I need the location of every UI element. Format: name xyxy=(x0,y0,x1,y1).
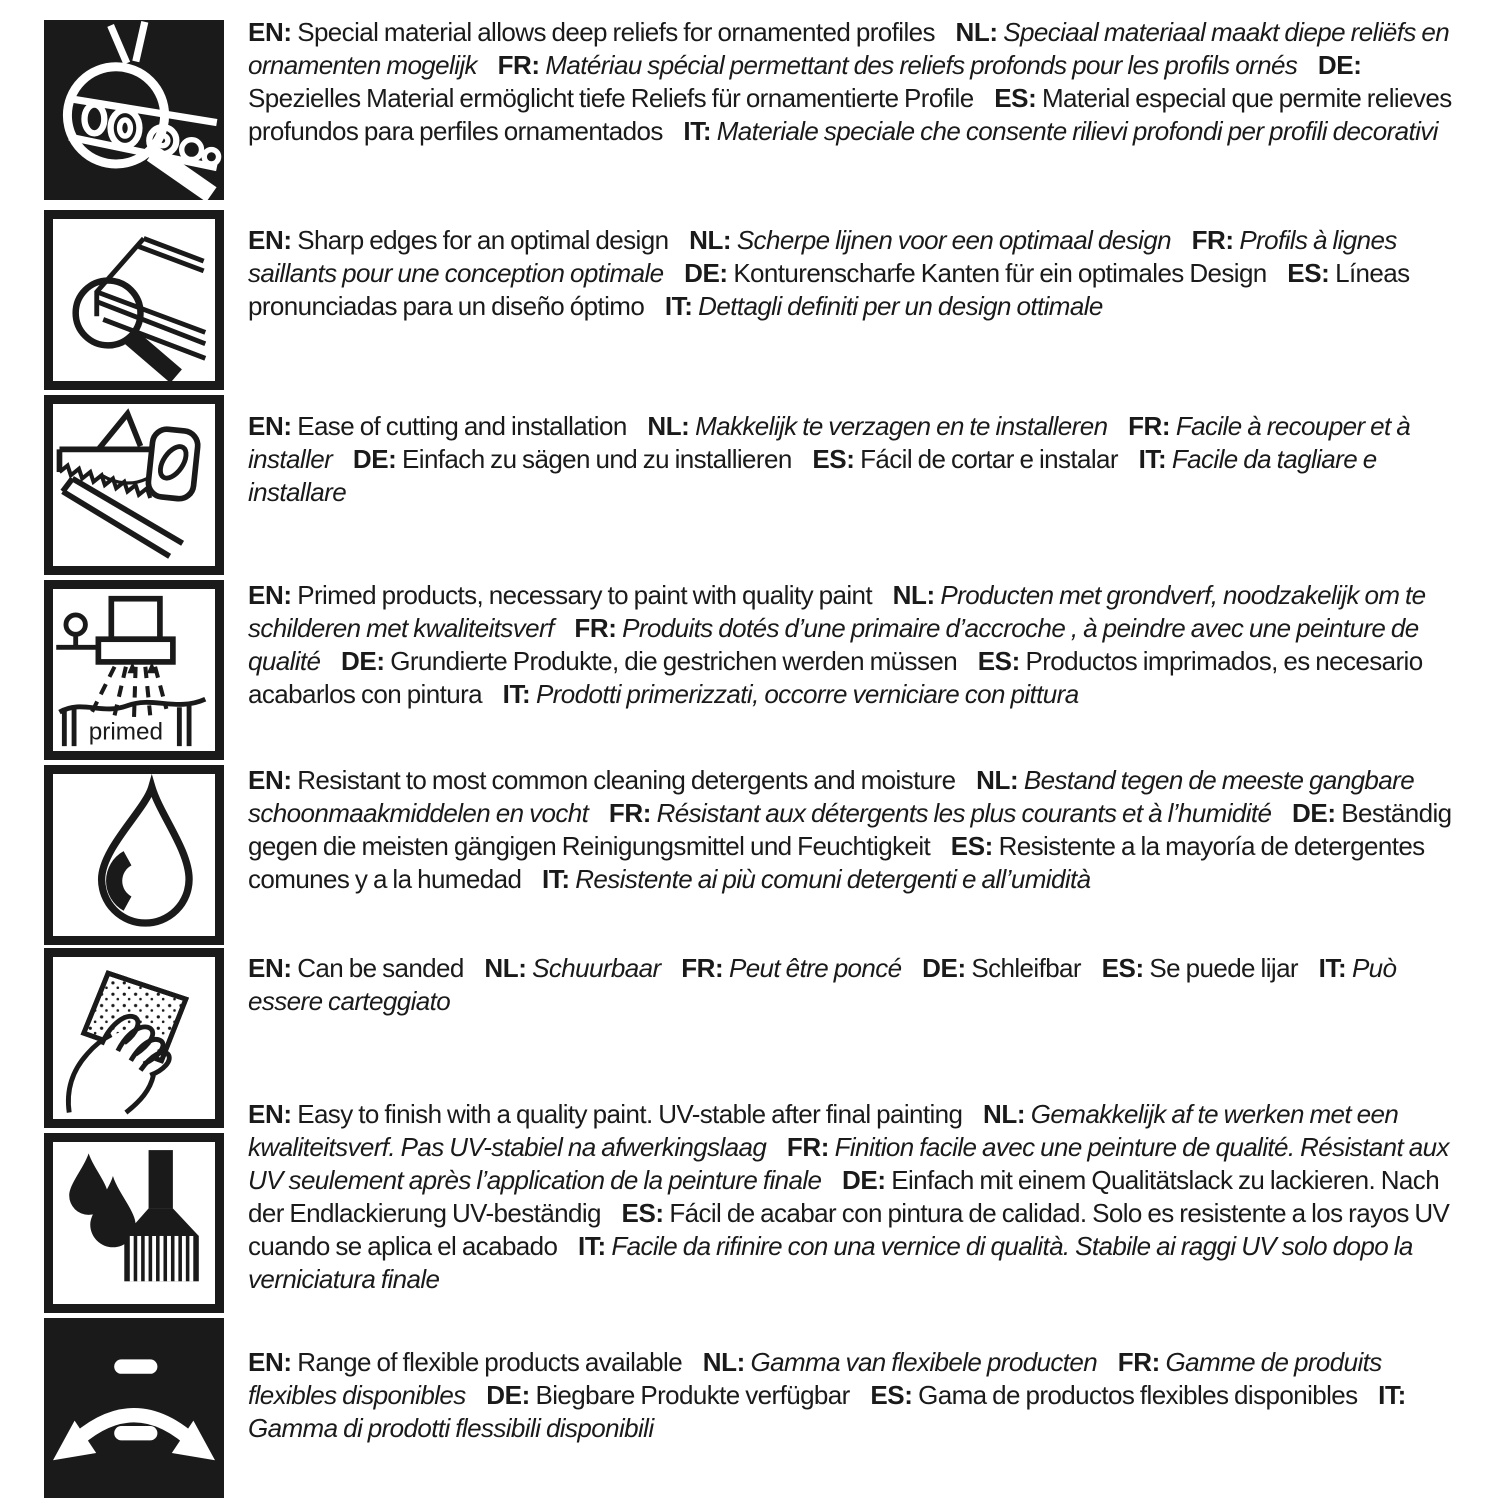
language-label: NL: xyxy=(484,953,527,983)
feature-text-value: Matériau spécial permettant des reliefs profonds pour les profils ornés xyxy=(545,50,1298,80)
language-label: FR: xyxy=(1128,411,1171,441)
language-label: IT: xyxy=(502,679,531,709)
flexibility-arrows-icon xyxy=(44,1318,224,1498)
primed-caption: primed xyxy=(88,718,164,746)
feature-segment-es xyxy=(1102,953,1298,983)
language-label: DE: xyxy=(684,258,728,288)
feature-text-value: Producten met grondverf, noodzakelijk om te schilderen met kwaliteitsverf xyxy=(248,580,1426,643)
feature-text-value: Resistant to most common cleaning detergents and moisture xyxy=(297,765,956,795)
language-label: EN: xyxy=(248,1099,292,1129)
language-label: NL: xyxy=(892,580,935,610)
feature-text-row-8 xyxy=(248,1346,1464,1445)
language-label: DE: xyxy=(1317,50,1362,80)
language-label: NL: xyxy=(955,17,998,47)
feature-text-value: Konturenscharfe Kanten für ein optimales Design xyxy=(733,258,1267,288)
language-label: ES: xyxy=(1101,953,1144,983)
language-label: IT: xyxy=(1138,444,1167,474)
feature-text-value: Ease of cutting and installation xyxy=(297,411,627,441)
feature-text-value: Peut être poncé xyxy=(728,953,902,983)
language-label: DE: xyxy=(486,1380,530,1410)
feature-text-value: Bestand tegen de meeste gangbare schoonmaakmiddelen en vocht xyxy=(248,765,1415,828)
feature-segment-nl xyxy=(689,225,1171,255)
feature-text-value: Prodotti primerizzati, occorre verniciare con pittura xyxy=(535,679,1079,709)
language-label: IT: xyxy=(664,291,693,321)
feature-text-value: Can be sanded xyxy=(297,953,464,983)
feature-segment-de xyxy=(684,258,1267,288)
feature-segment-en xyxy=(248,411,627,441)
feature-text-value: Easy to finish with a quality paint. UV-stable after final painting xyxy=(297,1099,963,1129)
language-label: FR: xyxy=(1191,225,1234,255)
feature-text-value: Makkelijk te verzagen en te installeren xyxy=(695,411,1108,441)
feature-text-value: Special material allows deep reliefs for ornamented profiles xyxy=(297,17,935,47)
feature-text-value: Grundierte Produkte, die gestrichen werden müssen xyxy=(390,646,958,676)
feature-segment-fr xyxy=(609,798,1272,828)
paint-drops-brush-icon xyxy=(44,1133,224,1313)
feature-text-value: Gamma di prodotti flessibili disponibili xyxy=(248,1413,654,1443)
sharp-edges-magnifier-icon xyxy=(44,210,224,390)
feature-text-value: Einfach zu sägen und zu installieren xyxy=(402,444,792,474)
feature-text-value: Speciaal materiaal maakt diepe reliëfs en ornamenten mogelijk xyxy=(248,17,1450,80)
language-label: DE: xyxy=(341,646,385,676)
feature-text-value: Gamme de produits flexibles disponibles xyxy=(248,1347,1382,1410)
feature-segment-en xyxy=(248,580,872,610)
feature-text-value: Range of flexible products available xyxy=(297,1347,683,1377)
language-label: FR: xyxy=(608,798,651,828)
feature-text-value: Dettagli definiti per un design ottimale xyxy=(698,291,1103,321)
feature-text-row-4 xyxy=(248,579,1464,711)
feature-text-value: Líneas pronunciadas para un diseño óptimo xyxy=(248,258,1410,321)
language-label: DE: xyxy=(922,953,966,983)
language-label: IT: xyxy=(541,864,570,894)
feature-segment-fr xyxy=(498,50,1298,80)
feature-segment-en xyxy=(248,1347,682,1377)
language-label: EN: xyxy=(248,580,292,610)
saw-cutting-icon xyxy=(44,395,224,575)
language-label: NL: xyxy=(702,1347,745,1377)
feature-text-value: Se puede lijar xyxy=(1149,953,1298,983)
feature-text-value: Produits dotés d’une primaire d’accroche , à peindre avec une peinture de qualité xyxy=(248,613,1419,676)
feature-segment-de xyxy=(486,1380,849,1410)
feature-text-value: Sharp edges for an optimal design xyxy=(297,225,669,255)
feature-text-row-1 xyxy=(248,16,1464,148)
language-label: EN: xyxy=(248,411,292,441)
language-label: IT: xyxy=(1318,953,1347,983)
language-label: NL: xyxy=(647,411,690,441)
feature-text-value: Resistente a la mayoría de detergentes comunes y a la humedad xyxy=(248,831,1425,894)
feature-text-value: Schuurbaar xyxy=(532,953,661,983)
language-label: IT: xyxy=(1378,1380,1406,1410)
feature-text-value: Gama de productos flexibles disponibles xyxy=(918,1380,1358,1410)
feature-text-row-6 xyxy=(248,952,1464,1018)
feature-text-value: Fácil de acabar con pintura de calidad. Solo es resistente a los rayos UV cuando se aplica el acabado xyxy=(248,1198,1450,1261)
language-label: NL: xyxy=(689,225,732,255)
feature-text-row-2 xyxy=(248,224,1464,323)
feature-text-row-5 xyxy=(248,764,1464,896)
language-label: NL: xyxy=(983,1099,1026,1129)
feature-text-value: Resistente ai più comuni detergenti e all’umidità xyxy=(575,864,1091,894)
language-label: FR: xyxy=(574,613,617,643)
feature-segment-de xyxy=(341,646,957,676)
feature-segment-it xyxy=(665,291,1103,321)
feature-text-value: Primed products, necessary to paint with quality paint xyxy=(297,580,873,610)
feature-text-value: Facile à recouper et à installer xyxy=(248,411,1411,474)
feature-text-value: Scherpe lijnen voor een optimaal design xyxy=(736,225,1171,255)
feature-text-value: Profils à lignes saillants pour une conception optimale xyxy=(248,225,1397,288)
language-label: EN: xyxy=(248,953,292,983)
feature-text-value: Spezielles Material ermöglicht tiefe Reliefs für ornamentierte Profile xyxy=(248,83,974,113)
feature-segment-es xyxy=(870,1380,1357,1410)
feature-text-value: Facile da tagliare e installare xyxy=(248,444,1377,507)
feature-segment-en xyxy=(248,765,955,795)
language-label: ES: xyxy=(621,1198,664,1228)
language-label: ES: xyxy=(994,83,1037,113)
language-label: NL: xyxy=(976,765,1019,795)
feature-segment-es xyxy=(812,444,1118,474)
language-label: IT: xyxy=(578,1231,606,1261)
feature-text-value: Facile da rifinire con una vernice di qualità. Stabile ai raggi UV solo dopo la verniciatura finale xyxy=(248,1231,1413,1294)
language-label: EN: xyxy=(248,765,292,795)
language-label: FR: xyxy=(497,50,540,80)
ornamented-profile-magnifier-icon xyxy=(44,20,224,200)
feature-text-value: Résistant aux détergents les plus courants et à l’humidité xyxy=(656,798,1272,828)
feature-text-value: Gemakkelijk af te werken met een kwaliteitsverf. Pas UV-stabiel na afwerkingslaag xyxy=(248,1099,1399,1162)
feature-segment-en xyxy=(248,1099,962,1129)
language-label: ES: xyxy=(950,831,993,861)
language-label: ES: xyxy=(870,1380,913,1410)
language-label: IT: xyxy=(683,116,712,146)
sanding-hand-icon xyxy=(44,948,224,1128)
feature-segment-en xyxy=(248,225,668,255)
feature-text-value: Einfach mit einem Qualitätslack zu lackieren. Nach der Endlackierung UV-beständig xyxy=(248,1165,1440,1228)
feature-segment-nl xyxy=(647,411,1107,441)
feature-text-value: Finition facile avec une peinture de qualité. Résistant aux UV seulement après l’application de la peinture finale xyxy=(248,1132,1449,1195)
feature-text-value: Materiale speciale che consente rilievi profondi per profili decorativi xyxy=(716,116,1438,146)
feature-segment-de xyxy=(353,444,792,474)
language-label: FR: xyxy=(786,1132,830,1162)
language-label: FR: xyxy=(681,953,724,983)
feature-segment-it xyxy=(503,679,1079,709)
language-label: EN: xyxy=(248,17,292,47)
feature-text-value: Fácil de cortar e instalar xyxy=(860,444,1118,474)
language-label: FR: xyxy=(1117,1347,1160,1377)
feature-text-value: Beständig gegen die meisten gängigen Reinigungsmittel und Feuchtigkeit xyxy=(248,798,1452,861)
language-label: ES: xyxy=(1287,258,1330,288)
feature-text-row-7 xyxy=(248,1098,1464,1296)
primer-spray-icon xyxy=(44,580,224,760)
language-label: EN: xyxy=(248,225,292,255)
feature-text-value: Material especial que permite relieves profundos para perfiles ornamentados xyxy=(248,83,1452,146)
feature-segment-nl xyxy=(484,953,660,983)
feature-text-value: Biegbare Produkte verfügbar xyxy=(535,1380,850,1410)
feature-segment-en xyxy=(248,953,464,983)
feature-text-row-3 xyxy=(248,410,1464,509)
feature-text-value: Productos imprimados, es necesario acabarlos con pintura xyxy=(248,646,1423,709)
language-label: ES: xyxy=(977,646,1020,676)
feature-segment-de xyxy=(922,953,1081,983)
language-label: DE: xyxy=(1292,798,1336,828)
feature-segment-it xyxy=(683,116,1437,146)
feature-text-value: Può essere carteggiato xyxy=(248,953,1397,1016)
language-label: ES: xyxy=(812,444,855,474)
water-drop-icon xyxy=(44,765,224,945)
language-label: DE: xyxy=(842,1165,886,1195)
feature-segment-en xyxy=(248,17,935,47)
feature-text-value: Gamma van flexibele producten xyxy=(750,1347,1098,1377)
language-label: DE: xyxy=(352,444,397,474)
language-label: EN: xyxy=(248,1347,292,1377)
feature-text-value: Schleifbar xyxy=(971,953,1081,983)
feature-segment-it xyxy=(542,864,1091,894)
feature-segment-fr xyxy=(681,953,901,983)
feature-segment-nl xyxy=(703,1347,1097,1377)
